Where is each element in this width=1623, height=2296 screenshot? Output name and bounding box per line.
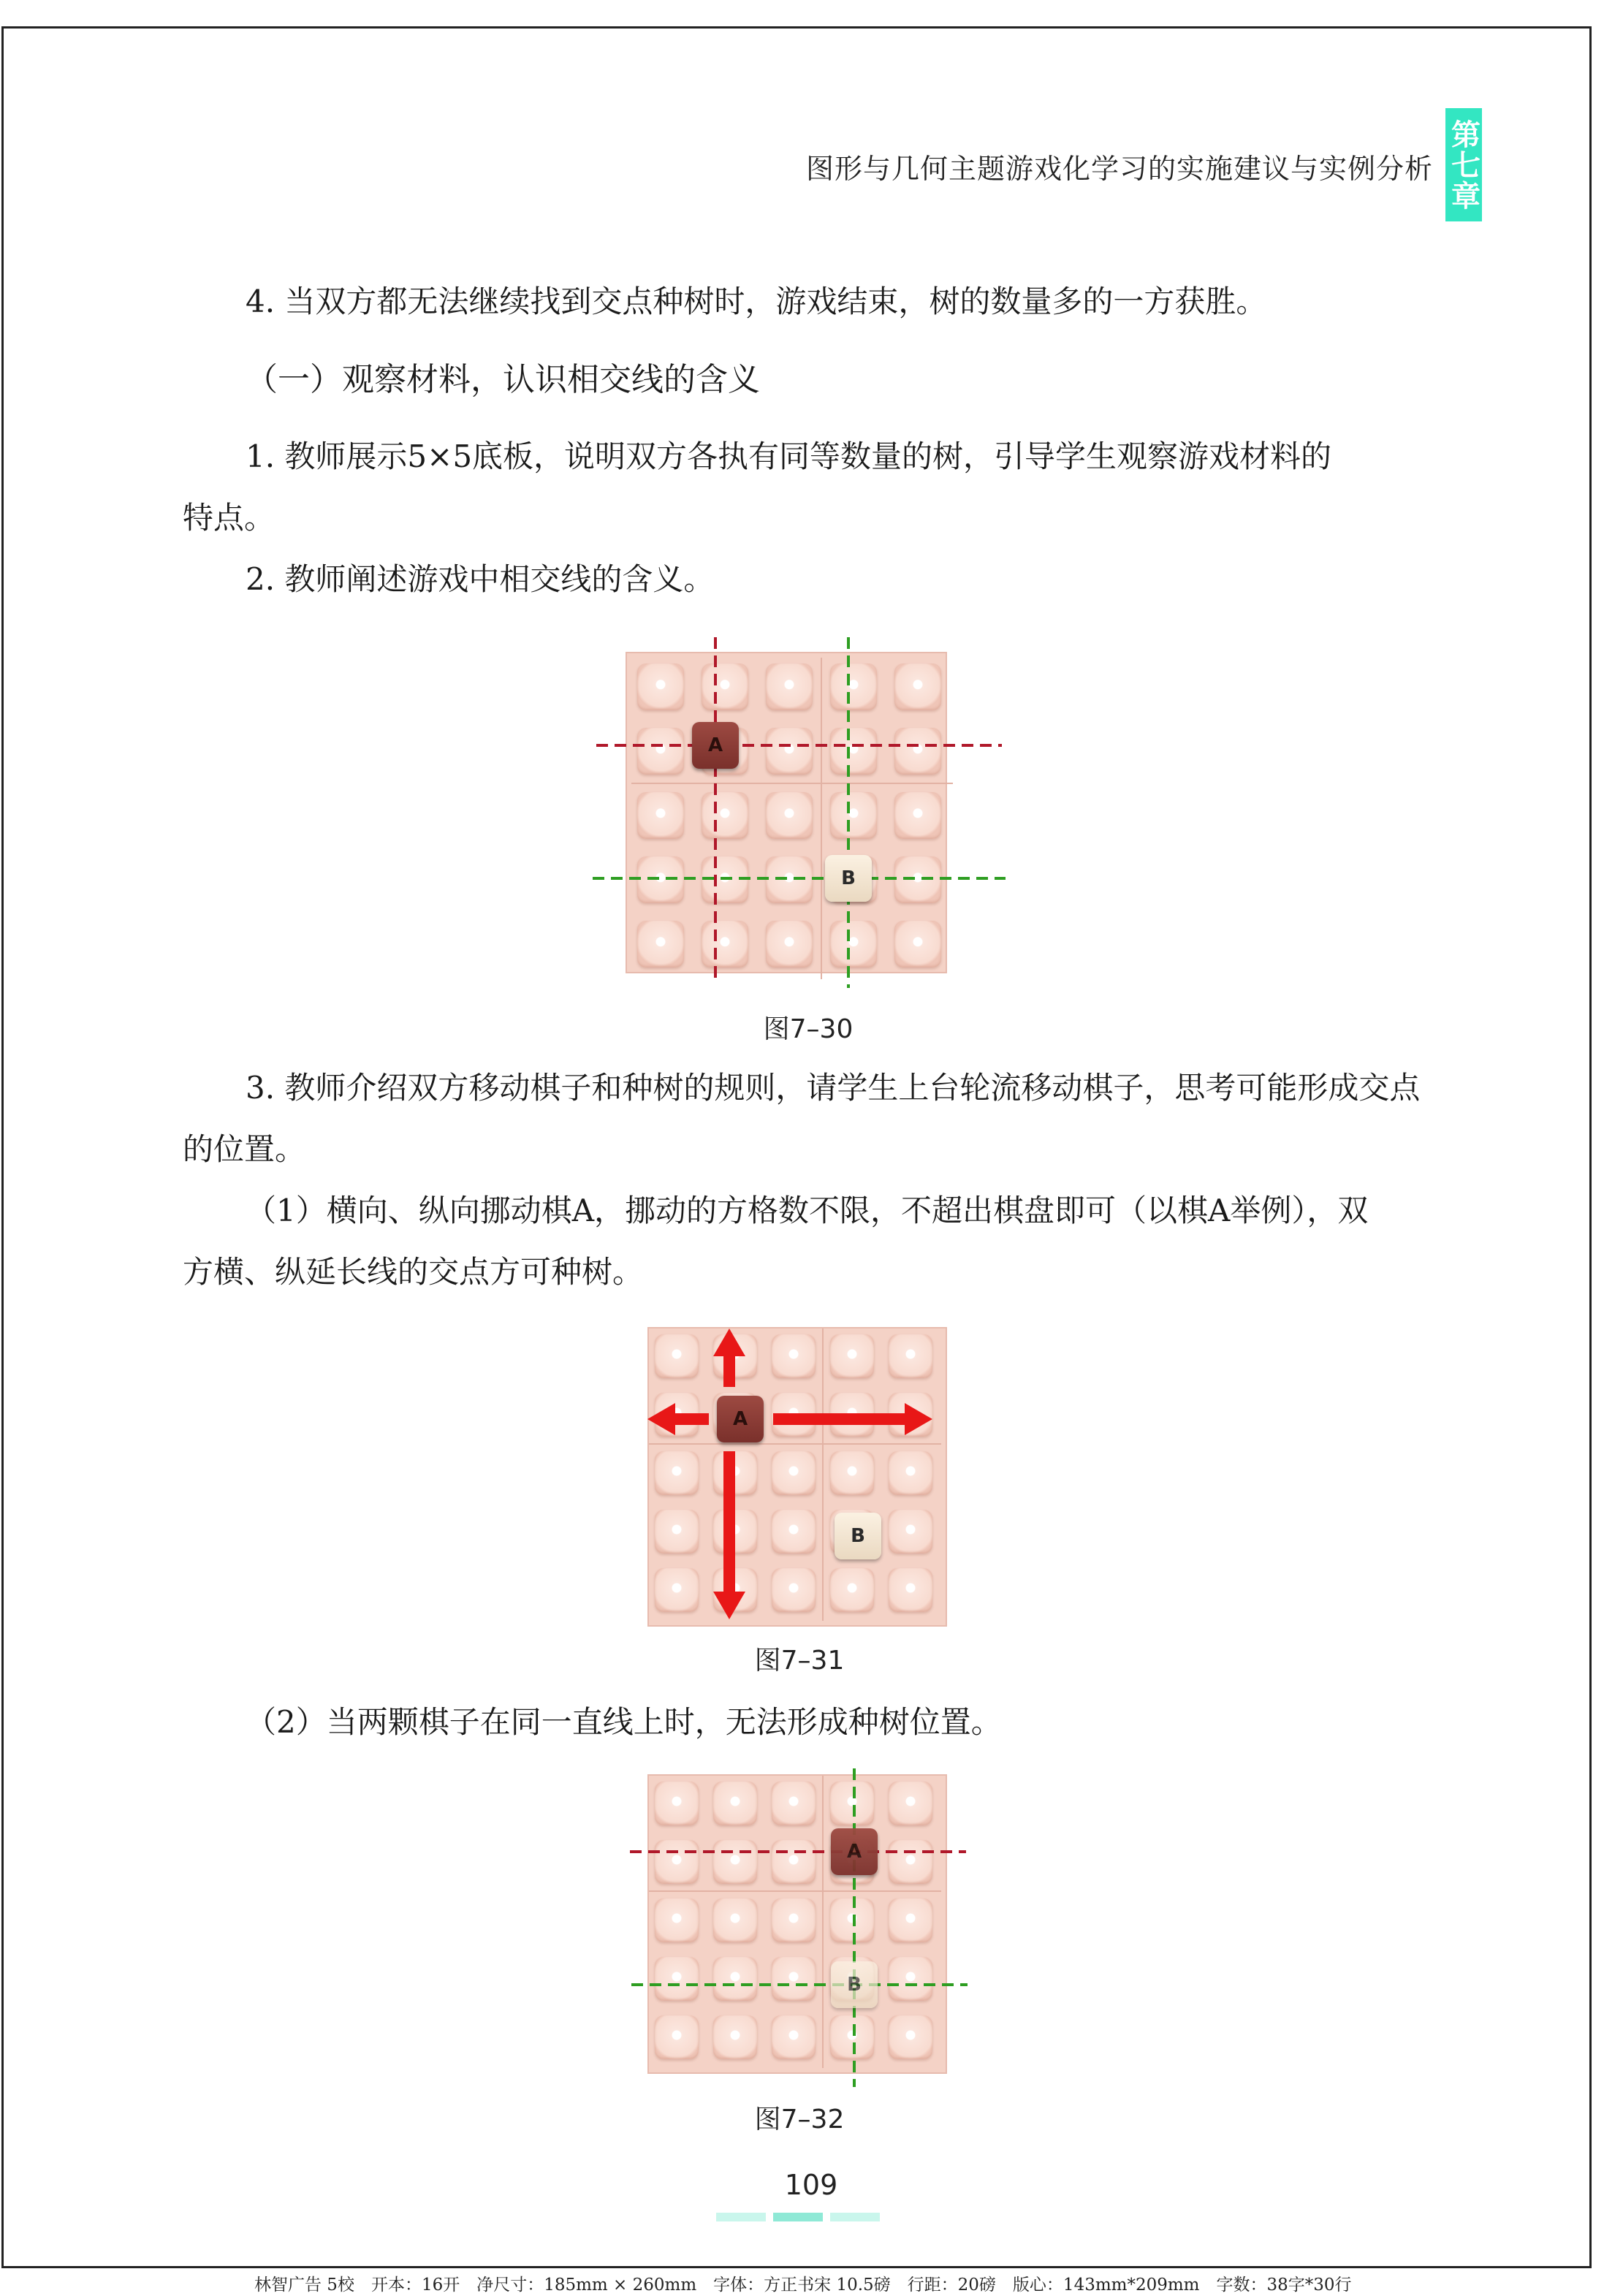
figure-7-32 [630,1768,973,2090]
page-deco-bar-center [773,2213,823,2221]
arrow-down [713,1451,745,1619]
section-heading: （一）观察材料，认识相交线的含义 [246,361,760,398]
rule-1-line2: 方横、纵延长线的交点方可种树。 [183,1254,644,1290]
piece-a: A [717,1396,764,1442]
paragraph-game-end: 4. 当双方都无法继续找到交点种树时，游戏结束，树的数量多的一方获胜。 [246,284,1267,319]
piece-a: A [831,1828,878,1875]
page-deco-bar-right [830,2213,880,2221]
paragraph-3-line2: 的位置。 [183,1131,306,1167]
figure-caption-7-30: 图7–30 [763,1014,854,1044]
paragraph-2: 2. 教师阐述游戏中相交线的含义。 [246,561,715,597]
rule-1-line1: （1）横向、纵向挪动棋A，挪动的方格数不限，不超出棋盘即可（以棋A举例），双 [246,1193,1369,1228]
piece-b: B [825,855,872,902]
piece-a: A [692,722,739,769]
running-header: 图形与几何主题游戏化学习的实施建议与实例分析 [805,153,1433,185]
arrow-right [773,1403,932,1435]
paragraph-1-line2: 特点。 [183,500,275,536]
paragraph-3-line1: 3. 教师介绍双方移动棋子和种树的规则，请学生上台轮流移动棋子，思考可能形成交点 [246,1070,1421,1106]
rule-2: （2）当两颗棋子在同一直线上时，无法形成种树位置。 [246,1704,1002,1740]
intersection-lines [630,1768,973,2090]
movement-arrows [647,1321,954,1628]
print-spec-footer: 林智广告 5校 开本：16开 净尺寸：185mm × 260mm 字体：方正书宋 10.5磅 行距：20磅 版心：143mm*209mm 字数：38字*30行 [254,2276,1352,2295]
page-deco-bar-left [716,2213,766,2221]
figure-7-30 [596,637,1020,1003]
page-number: 109 [784,2169,838,2201]
piece-b: B [831,1961,878,2008]
figure-caption-7-32: 图7–32 [754,2105,845,2135]
paragraph-1-line1: 1. 教师展示5×5底板，说明双方各执有同等数量的树，引导学生观察游戏材料的 [246,438,1332,474]
figure-7-31 [647,1321,954,1628]
piece-b: B [835,1513,881,1559]
intersection-lines [596,637,1020,1003]
arrow-left [647,1403,709,1435]
arrow-up [713,1328,745,1387]
figure-caption-7-31: 图7–31 [754,1646,845,1676]
chapter-tab: 第七章 [1445,108,1482,221]
